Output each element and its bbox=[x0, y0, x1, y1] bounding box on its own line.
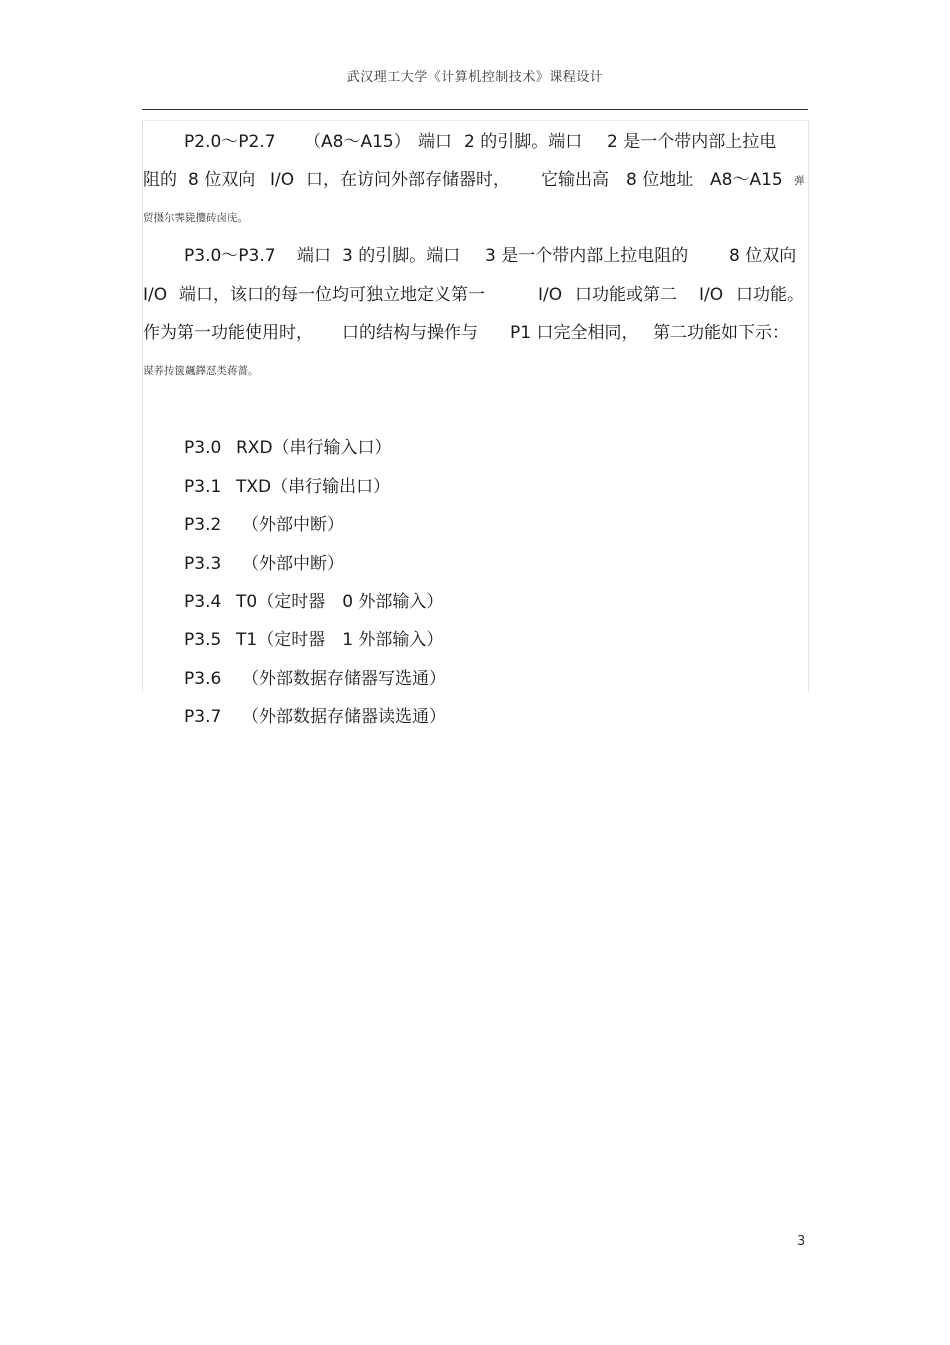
text-segment: 它输出高 bbox=[541, 170, 609, 190]
text-segment: 第二功能如下示： bbox=[653, 323, 789, 343]
pin-description: TXD（串行输出口） bbox=[236, 477, 391, 497]
text-segment: A8～A15 bbox=[710, 170, 783, 190]
text-segment: 端口，该口的每一位均可独立地定义第一 bbox=[179, 285, 485, 305]
pin-description: （外部数据存储器读选通） bbox=[242, 707, 446, 727]
page-header: 武汉理工大学《计算机控制技术》课程设计 bbox=[346, 70, 604, 85]
text-segment: 口功能。 bbox=[736, 285, 804, 305]
pin-name: P3.7 bbox=[184, 707, 222, 727]
text-segment: 口功能或第二 bbox=[575, 285, 677, 305]
text-segment: P1 口完全相同， bbox=[510, 323, 639, 343]
text-segment: I/O bbox=[699, 285, 724, 305]
pin-name: P3.2 bbox=[184, 515, 222, 535]
text-segment: 口的结构与操作与 bbox=[342, 323, 478, 343]
text-segment: 端口 bbox=[418, 132, 452, 152]
text-segment: 口，在访问外部存储器时， bbox=[306, 170, 510, 190]
pin-description: （外部中断） bbox=[242, 554, 344, 574]
pin-name: P3.4 bbox=[184, 592, 222, 612]
text-segment: 阻的 bbox=[143, 170, 177, 190]
pin-description: （外部数据存储器写选通） bbox=[242, 669, 446, 689]
pin-name: P3.5 bbox=[184, 630, 222, 650]
text-segment: P3.0～P3.7 bbox=[184, 246, 276, 266]
text-segment: 8 位双向 bbox=[188, 170, 256, 190]
header-divider bbox=[142, 109, 808, 110]
garbled-text: 谋荞抟箧飆鐸怼类蒋薔。 bbox=[143, 365, 259, 377]
text-segment: P2.0～P2.7 bbox=[184, 132, 276, 152]
pin-description: （外部中断） bbox=[242, 515, 344, 535]
pin-description: RXD（串行输入口） bbox=[236, 438, 392, 458]
text-segment: 3 是一个带内部上拉电阻的 bbox=[485, 246, 689, 266]
pin-name: P3.6 bbox=[184, 669, 222, 689]
text-segment: 8 位地址 bbox=[626, 170, 694, 190]
pin-name: P3.3 bbox=[184, 554, 222, 574]
garbled-text: 弹 bbox=[794, 175, 805, 187]
pin-name: P3.1 bbox=[184, 477, 222, 497]
text-segment: 8 位双向 bbox=[729, 246, 797, 266]
text-segment: 3 的引脚。端口 bbox=[342, 246, 461, 266]
text-segment: 端口 bbox=[297, 246, 331, 266]
text-segment: 2 的引脚。端口 bbox=[464, 132, 583, 152]
text-segment: I/O bbox=[538, 285, 563, 305]
text-segment: I/O bbox=[143, 285, 168, 305]
text-segment: （A8～A15） bbox=[304, 132, 411, 152]
garbled-text: 贸摄尔霁毙攬砖卤庑。 bbox=[143, 212, 248, 224]
text-segment: I/O bbox=[270, 170, 295, 190]
text-segment: 2 是一个带内部上拉电 bbox=[607, 132, 777, 152]
pin-description: T1（定时器 1 外部输入） bbox=[236, 630, 444, 650]
page-number: 3 bbox=[797, 1234, 806, 1249]
text-segment: 作为第一功能使用时， bbox=[143, 323, 313, 343]
pin-description: T0（定时器 0 外部输入） bbox=[236, 592, 444, 612]
pin-name: P3.0 bbox=[184, 438, 222, 458]
